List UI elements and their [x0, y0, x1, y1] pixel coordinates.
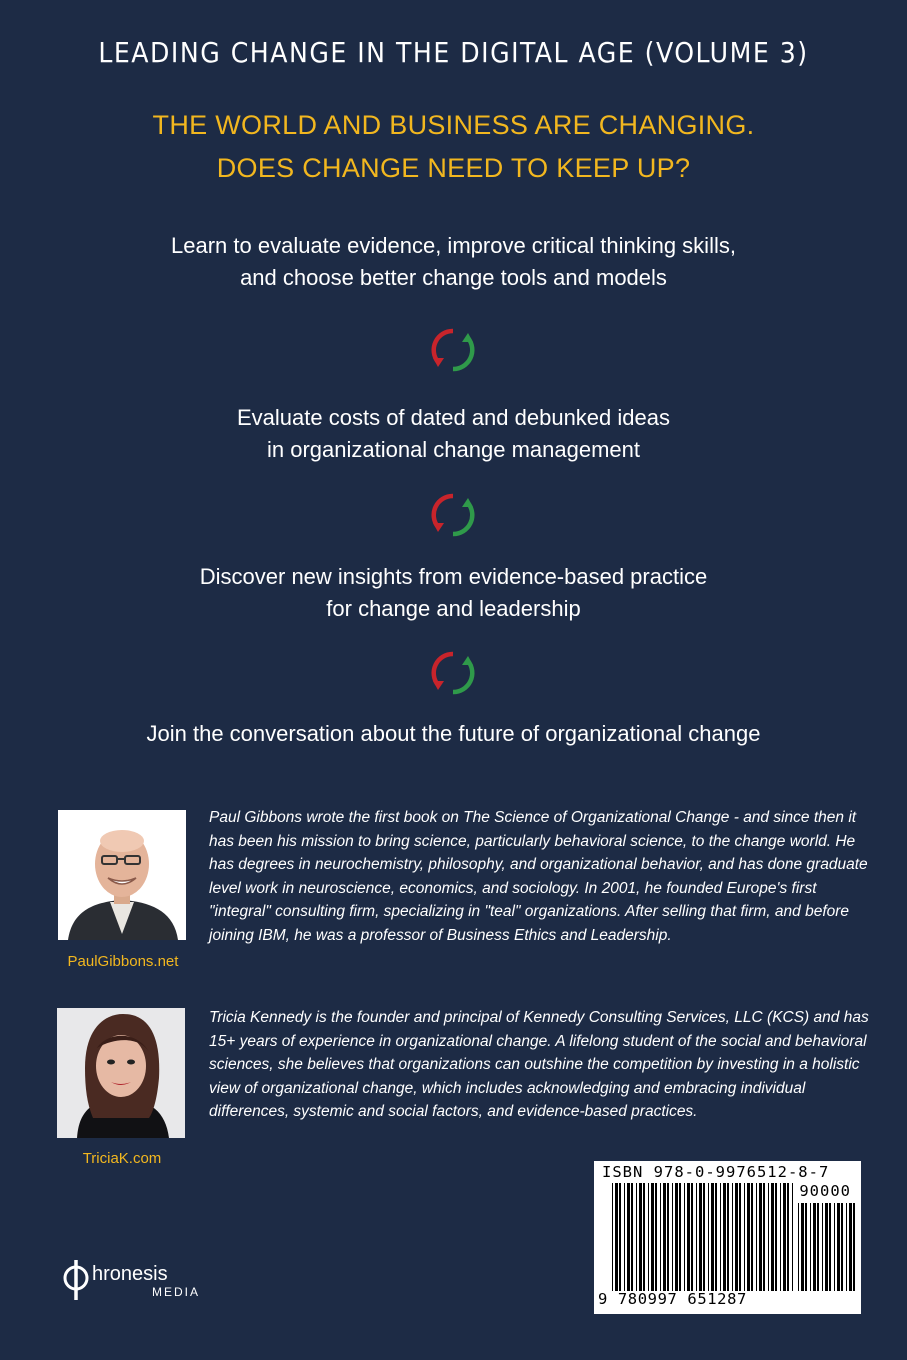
cycle-arrows-icon [430, 492, 476, 538]
barcode-bar [612, 1183, 613, 1291]
barcode-bar [699, 1183, 702, 1291]
barcode-bar [853, 1203, 855, 1291]
barcode-bar [723, 1183, 726, 1291]
portrait-tricia-image [57, 1008, 185, 1138]
publisher-logo [62, 1258, 202, 1302]
barcode-bar [805, 1203, 807, 1291]
barcode-bar [798, 1203, 799, 1291]
barcode-bar [648, 1183, 649, 1291]
bullet-4 [0, 718, 907, 750]
bullet-1-line-2: and choose better change tools and models [240, 265, 667, 290]
barcode-bar [813, 1203, 816, 1291]
barcode-bar [619, 1183, 621, 1291]
barcode-bar [849, 1203, 852, 1291]
publisher-sub: MEDIA [152, 1285, 201, 1299]
bullet-3 [0, 561, 907, 625]
barcode-bar [651, 1183, 654, 1291]
cycle-arrows-icon [430, 327, 476, 373]
barcode-bar [655, 1183, 657, 1291]
barcode-bar [817, 1203, 819, 1291]
barcode-bar [735, 1183, 738, 1291]
isbn-barcode [594, 1161, 861, 1314]
bullet-2-line-1: Evaluate costs of dated and debunked ideas [237, 405, 670, 430]
barcode-bar [801, 1203, 804, 1291]
barcode-bar [703, 1183, 705, 1291]
barcode-bar [615, 1183, 618, 1291]
barcode-bar [834, 1203, 835, 1291]
bullet-2-line-2: in organizational change management [266, 437, 641, 462]
barcode-bar [759, 1183, 762, 1291]
barcode-bar [660, 1183, 661, 1291]
ean-digits: 9 780997 651287 [598, 1290, 747, 1308]
phi-logo-icon [62, 1258, 92, 1302]
barcode-bar [715, 1183, 717, 1291]
barcode-bar [636, 1183, 637, 1291]
barcode-bar [687, 1183, 690, 1291]
barcode-bar [810, 1203, 811, 1291]
headline-line-1: THE WORLD AND BUSINESS ARE CHANGING. [152, 110, 755, 140]
isbn-text: ISBN 978-0-9976512-8-7 [602, 1163, 830, 1181]
author-photo-tricia [57, 1008, 185, 1138]
barcode-bar [756, 1183, 757, 1291]
barcode-bar [727, 1183, 729, 1291]
bullet-3-line-1: Discover new insights from evidence-based practice [199, 564, 708, 589]
cycle-arrows-icon [430, 650, 476, 696]
headline [0, 104, 907, 190]
bullet-1-line-1: Learn to evaluate evidence, improve critical thinking skills, [171, 233, 736, 258]
author-site-paul[interactable]: PaulGibbons.net [67, 953, 179, 970]
barcode-bar [751, 1183, 753, 1291]
barcode-bar [643, 1183, 645, 1291]
author-photo-paul [58, 810, 186, 940]
barcode-bar [720, 1183, 721, 1291]
barcode-bar [708, 1183, 709, 1291]
barcode-bar [663, 1183, 666, 1291]
bullet-4-line-1: Join the conversation about the future of organizational change [146, 721, 761, 746]
barcode-bar [846, 1203, 847, 1291]
barcode-bar [739, 1183, 741, 1291]
barcode-bar [829, 1203, 831, 1291]
barcode-bar [825, 1203, 828, 1291]
barcode-bar [841, 1203, 843, 1291]
headline-line-2: DOES CHANGE NEED TO KEEP UP? [216, 153, 691, 183]
barcode-bar [768, 1183, 769, 1291]
publisher-name: hronesis [92, 1263, 168, 1285]
barcode-bar [783, 1183, 786, 1291]
barcode-bar [822, 1203, 823, 1291]
barcode-bar [771, 1183, 774, 1291]
barcode-bar [696, 1183, 697, 1291]
barcode-bar [732, 1183, 733, 1291]
author-site-tricia[interactable]: TriciaK.com [82, 1150, 162, 1167]
barcode-bar [775, 1183, 777, 1291]
barcode-bar [624, 1183, 625, 1291]
bullet-2 [0, 402, 907, 466]
barcode-bar [792, 1183, 793, 1291]
barcode-bar [691, 1183, 693, 1291]
barcode-bar [631, 1183, 633, 1291]
barcode-bar [744, 1183, 745, 1291]
series-title: LEADING CHANGE IN THE DIGITAL AGE (VOLUME 3) [98, 36, 809, 69]
barcode-bar [672, 1183, 673, 1291]
author-bio-tricia: Tricia Kennedy is the founder and principal of Kennedy Consulting Services, LLC (KCS) and has 15+ years of experience in organizational change. A lifelong student of the social and behavioral sciences, she believes that organizations can outshine the competition by investing in a holistic view of organizational change, which includes acknowledging and embracing individual differences, systemic and social factors, and evidence-based practices. [209, 1009, 869, 1120]
barcode-bar [639, 1183, 642, 1291]
barcode-bar [787, 1183, 789, 1291]
barcode-bar [667, 1183, 669, 1291]
bullet-3-line-2: for change and leadership [326, 596, 581, 621]
barcode-bar [679, 1183, 681, 1291]
barcode-bar [675, 1183, 678, 1291]
price-code: 90000 [799, 1182, 851, 1200]
barcode-bar [627, 1183, 630, 1291]
barcode-bar [780, 1183, 781, 1291]
barcode-bar [747, 1183, 750, 1291]
barcode-bar [837, 1203, 840, 1291]
author-bio-paul: Paul Gibbons wrote the first book on The Science of Organizational Change - and since then it has been his mission to bring science, particularly behavioral science, to the change world. He has degrees in neurochemistry, philosophy, and organizational behavior, and has done graduate level work in neuroscience, economics, and sociology. In 2001, he founded Europe's first "integral" consulting firm, specializing in "teal" organizations. After selling that firm, and before joining IBM, he was a professor of Business Ethics and Leadership. [209, 809, 868, 944]
barcode-bar [711, 1183, 714, 1291]
portrait-paul-image [58, 810, 186, 940]
bullet-1 [0, 230, 907, 294]
barcode-bar [684, 1183, 685, 1291]
barcode-bar [763, 1183, 765, 1291]
